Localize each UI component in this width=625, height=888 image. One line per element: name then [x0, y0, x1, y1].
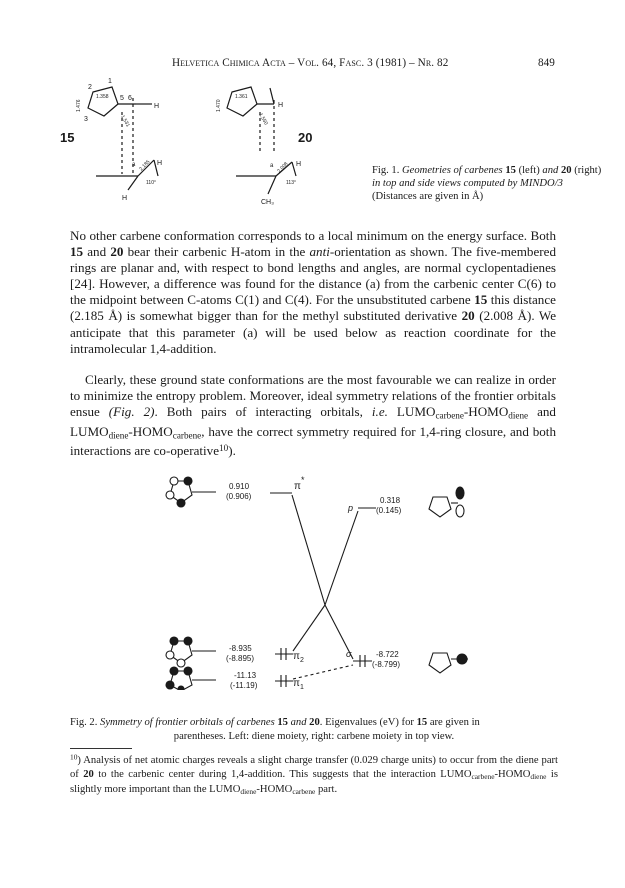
- compound-number-15: 15: [60, 130, 75, 145]
- text-run: Clearly, these ground state conformations are the most favourable we can realize in order to minimize the entropy problem. Moreover, ideal symmetry relations of the frontier orbitals ensue: [70, 372, 556, 420]
- text-run: -HOMO: [463, 404, 509, 420]
- subscript: carbene: [435, 410, 464, 421]
- compound-ref: 20: [461, 308, 475, 324]
- orbital-label: π: [294, 481, 301, 492]
- figure-reference: (Fig. 2): [108, 404, 155, 420]
- distance-label: 2.185: [138, 159, 152, 173]
- side-view-methyl-bond: [268, 176, 276, 194]
- subscript: diene: [240, 786, 257, 796]
- text-run: -orientation as shown. The five-membered rings are planar and, with respect to bond lengths and angles, are normal cyclopentadienes [24]. However, a difference was found for the distance (a) from the carbenic center C(6) to the midpoint between C-atoms C(1) and C(4). For the unsubstituted carbene: [70, 244, 557, 308]
- bond-length-label: 1.470: [216, 99, 222, 112]
- correlation-line: [325, 511, 358, 605]
- orbital-label: p: [348, 503, 354, 513]
- text-run: -HOMO: [494, 768, 531, 780]
- energy-value: -8.935: [229, 644, 252, 653]
- text-run: LUMO: [396, 404, 436, 420]
- angle-label: 113°: [286, 180, 296, 186]
- atom-label: 2: [88, 84, 92, 91]
- bond-length-label: 1.358: [96, 94, 109, 100]
- text-run: to the carbenic center during 1,4-addition. This suggests that the interaction LUMO: [98, 768, 472, 780]
- running-header: [0, 57, 625, 73]
- text-run: and: [537, 404, 556, 420]
- text-run: bear their carbenic H-atom in the: [127, 244, 306, 260]
- subscript: carbene: [292, 786, 316, 796]
- body-paragraph-1: [70, 228, 556, 357]
- pi-star-orbital-icon: [166, 477, 216, 507]
- text-run: No other carbene conformation corresponds to a local minimum on the energy surface. Both: [70, 228, 556, 243]
- figure-2-caption: [70, 716, 558, 744]
- text-run-italic: i.e.: [371, 404, 388, 420]
- subscript: diene: [108, 429, 129, 440]
- side-view-h-bond-left: [128, 176, 138, 190]
- sigma-orbital-icon: [429, 653, 468, 673]
- compound-ref: 15: [505, 165, 516, 176]
- caption-text: and: [290, 717, 307, 728]
- orbital-label: π: [293, 651, 300, 662]
- caption-text: are given in: [429, 717, 480, 728]
- subscript: diene: [508, 410, 529, 421]
- compound-ref: 20: [110, 244, 124, 260]
- caption-text: (Distances are given in Å): [372, 191, 484, 202]
- energy-value-paren: (-8.799): [372, 660, 401, 669]
- pi2-orbital-icon: [166, 637, 216, 667]
- compound-ref: 20: [83, 768, 94, 780]
- subscript: diene: [530, 771, 547, 781]
- distance-symbol: a: [132, 162, 136, 168]
- caption-text: . Eigenvalues (eV) for: [319, 717, 414, 728]
- angle-label: 110°: [146, 180, 156, 186]
- energy-value-paren: (-8.895): [226, 654, 255, 663]
- orbital-label: π: [293, 678, 300, 689]
- energy-value: 0.910: [229, 482, 250, 491]
- text-run-italic: anti: [309, 244, 330, 260]
- text-run: -HOMO: [256, 783, 293, 795]
- text-run: . Both pairs of interacting orbitals,: [154, 404, 363, 420]
- atom-label: H: [154, 103, 160, 110]
- energy-value-paren: (0.906): [226, 492, 252, 501]
- text-run: this distance (2.185 Å) is somewhat bigger than for the methyl substituted derivative: [70, 292, 556, 324]
- bond-length-label: 1.550: [257, 112, 269, 127]
- compound-ref: 20: [309, 717, 320, 728]
- energy-value: 0.318: [380, 496, 401, 505]
- compound-ref: 15: [416, 717, 428, 728]
- correlation-line-dashed: [293, 665, 353, 679]
- figure-2: [150, 475, 480, 690]
- journal-citation: Helvetica Chimica Acta – Vol. 64, Fasc. 3 (1981) – Nr. 82: [172, 57, 449, 69]
- caption-prefix: Fig. 2.: [70, 717, 98, 728]
- atom-label: H: [122, 195, 128, 202]
- p-orbital-icon: [429, 487, 464, 517]
- atom-label: 5: [120, 95, 124, 102]
- atom-label: 6: [128, 95, 132, 102]
- atom-label: 1: [108, 78, 112, 85]
- bond-length-label: 1.361: [235, 94, 248, 100]
- text-run: ).: [228, 442, 236, 458]
- orbital-label: σ: [346, 649, 352, 659]
- cyclopentadiene-ring-left: [88, 87, 118, 116]
- caption-text: in top and side views computed by MINDO/3: [372, 178, 563, 189]
- compound-ref: 20: [560, 165, 572, 176]
- body-paragraph-2: [70, 372, 556, 459]
- footnote-rule: [70, 748, 132, 749]
- subscript: carbene: [471, 771, 495, 781]
- energy-value: -11.13: [234, 671, 257, 680]
- atom-label: H: [157, 160, 163, 167]
- methyl-label: CH₃: [261, 199, 274, 206]
- caption-text: Geometries of carbenes: [402, 165, 503, 176]
- bond-length-label: 1.531: [119, 114, 131, 129]
- footnote-mark: 10: [70, 752, 78, 762]
- compound-ref: 15: [277, 717, 288, 728]
- energy-value: -8.722: [376, 650, 399, 659]
- energy-value-paren: (0.145): [376, 506, 402, 515]
- caption-text: Symmetry of frontier orbitals of carbenes: [100, 717, 275, 728]
- text-run: LUMO: [70, 423, 109, 439]
- orbital-star: *: [301, 475, 305, 485]
- figure-2-drawing: [150, 475, 480, 690]
- caption-prefix: Fig. 1.: [372, 165, 400, 176]
- bond-length-label: 1.476: [76, 99, 82, 112]
- atom-label: H: [296, 161, 302, 168]
- distance-label: 2.008: [276, 161, 290, 175]
- text-run: , have the correct symmetry required for 1,4-ring closure, and both interactions are co-operative: [70, 423, 556, 458]
- compound-ref: 15: [474, 292, 488, 308]
- correlation-line: [293, 605, 325, 651]
- text-run: ) Analysis of net atomic charges reveals a slight charge transfer (0.029 charge units) to occur from the diene part of: [70, 755, 558, 780]
- page-number: 849: [538, 57, 555, 69]
- compound-number-20: 20: [298, 130, 313, 145]
- compound-ref: 15: [70, 244, 84, 260]
- caption-text: (left): [518, 165, 540, 176]
- orbital-subscript: 2: [300, 657, 304, 664]
- atom-label: H: [278, 102, 284, 109]
- atom-label: 3: [84, 116, 88, 123]
- figure-1-caption: [372, 164, 602, 203]
- footnote-10: [70, 754, 558, 798]
- text-run: (2.008 Å). We anticipate that this parameter (a) will be used below as reaction coordinate for the intramolecular 1,4-addition.: [70, 308, 557, 356]
- caption-text: parentheses. Left: diene moiety, right: carbene moiety in top view.: [173, 731, 455, 742]
- subscript: carbene: [172, 429, 202, 440]
- footnote-ref[interactable]: 10: [219, 442, 229, 453]
- caption-text: (right): [574, 165, 602, 176]
- energy-value-paren: (-11.19): [230, 681, 258, 690]
- text-run: -HOMO: [128, 423, 173, 439]
- correlation-line: [292, 495, 325, 605]
- text-run: is slightly more important than the LUMO: [70, 768, 558, 795]
- pi1-orbital-icon: [166, 667, 216, 690]
- text-run: and: [87, 244, 107, 260]
- cyclopentadiene-ring-right: [227, 87, 257, 116]
- distance-symbol: a: [270, 163, 274, 169]
- caption-text: and: [542, 165, 559, 176]
- text-run: part.: [318, 783, 338, 795]
- orbital-subscript: 1: [300, 684, 304, 690]
